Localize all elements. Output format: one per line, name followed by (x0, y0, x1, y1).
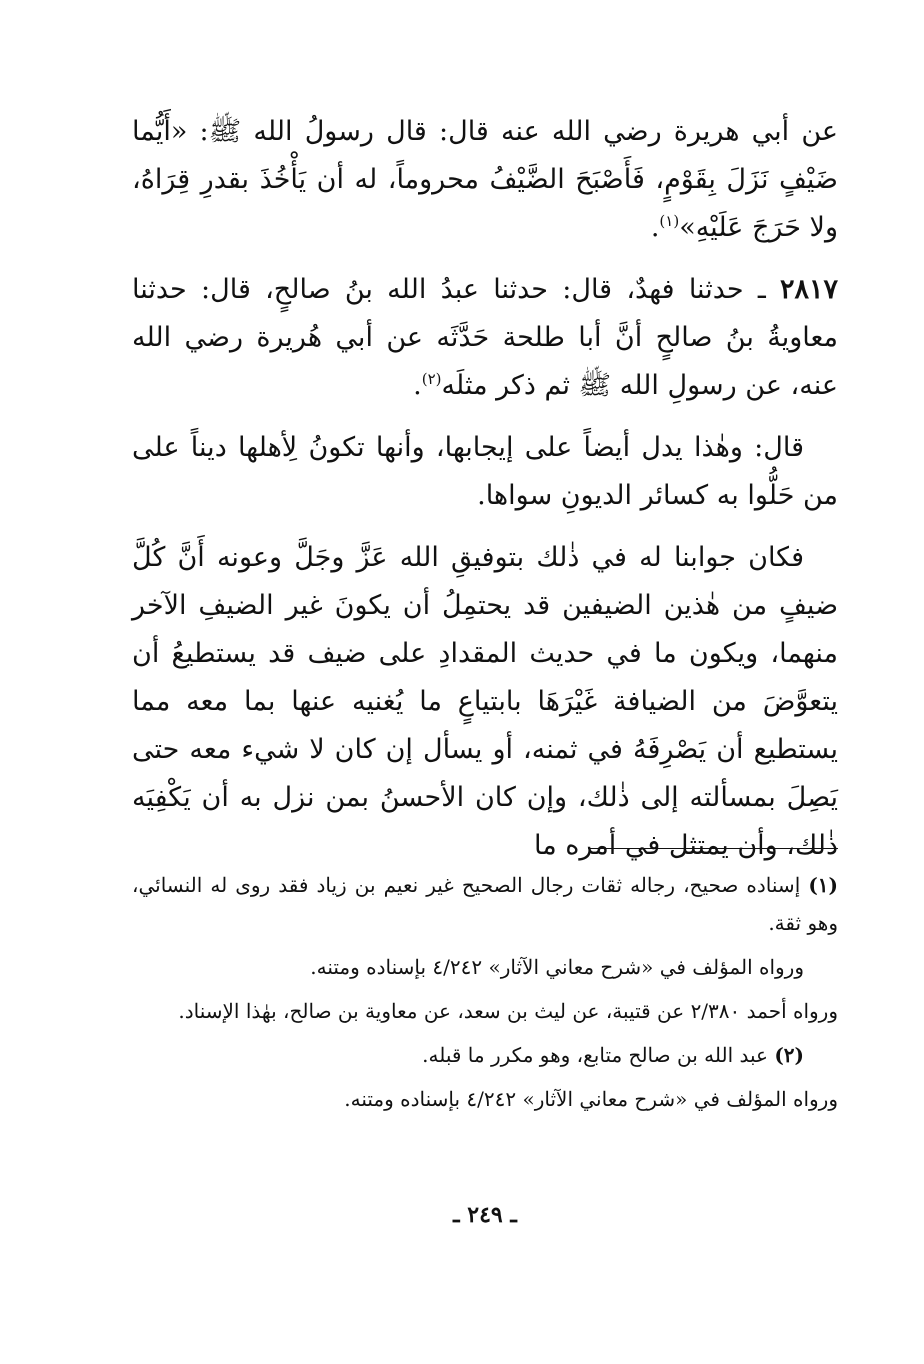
footnotes (132, 866, 838, 1124)
hadith-text: عن أبي هريرة رضي الله عنه قال: قال رسولُ الله ﷺ: «أَيُّما ضَيْفٍ نَزَلَ بِقَوْمٍ، فَأَصْبَحَ الضَّيْفُ محروماً، له أن يَأْخُذَ بقدرِ قِرَاهُ، ولا حَرَجَ عَلَيْهِ» (132, 116, 838, 243)
footnote-1-number: (١) (808, 873, 838, 897)
book-page (132, 108, 838, 1338)
footnote-ref-2[interactable]: (٢) (421, 370, 442, 388)
footnote-2-line-2: ورواه المؤلف في «شرح معاني الآثار» ٤/٢٤٢ بإسناده ومتنه. (344, 1087, 838, 1111)
footnote-divider (588, 848, 838, 849)
page-number: ـ ٢٤٩ ـ (453, 1202, 517, 1228)
footnote-1-line-3: ورواه أحمد ٢/٣٨٠ عن قتيبة، عن ليث بن سعد، عن معاوية بن صالح، بهٰذا الإسناد. (178, 999, 838, 1023)
paragraph-response: فكان جوابنا له في ذٰلك بتوفيقِ الله عَزَّ وجَلَّ وعونه أَنَّ كُلَّ ضيفٍ من هٰذين الضيفين قد يحتمِلُ أن يكونَ غير الضيفِ الآخر منهما، ويكون ما في حديث المقدادِ على ضيف قد يستطيعُ أن يتعوَّضَ من الضيافة غَيْرَهَا بابتياعٍ ما يُغنيه عنها بما معه مما يستطيع أن يَصْرِفَهُ في ثمنه، أو يسأل إن كان لا شيء معه حتى يَصِلَ بمسألته إلى ذٰلك، وإن كان الأحسنُ بمن نزل به أن يَكْفِيَه ذٰلك، وأن يمتثل في أمره ما (132, 542, 838, 861)
paragraph-hadith-text: عن أبي هريرة رضي الله عنه قال: قال رسولُ الله ﷺ: «أَيُّما ضَيْفٍ نَزَلَ بِقَوْمٍ، فَأَصْبَحَ الضَّيْفُ محروماً، له أن يَأْخُذَ بقدرِ قِرَاهُ، ولا حَرَجَ عَلَيْهِ»$^{(١)}$. (132, 116, 838, 243)
footnote-ref-1[interactable]: (١) (659, 212, 680, 230)
footnote-2: (٢) عبد الله بن صالح متابع، وهو مكرر ما قبله. (422, 1043, 804, 1067)
hadith-number: ٢٨١٧ (779, 274, 838, 305)
paragraph-objection: قال: وهٰذا يدل أيضاً على إيجابها، وأنها تكونُ لِأهلها ديناً على من حَلُّوا به كسائر الديونِ سواها. (132, 432, 838, 511)
paragraph-hadith-2817: ٢٨١٧ ـ حدثنا فهدٌ، قال: حدثنا عبدُ الله بنُ صالحٍ، قال: حدثنا معاويةُ بنُ صالحٍ أنَّ أبا طلحة حَدَّثَه عن أبي هُريرة رضي الله عنه، عن رسولِ الله ﷺ ثم ذكر مثلَه$^{(٢)}$. (132, 274, 838, 401)
footnote-1: (١) إسناده صحيح، رجاله ثقات رجال الصحيح غير نعيم بن زياد فقد روى له النسائي، وهو ثقة. (132, 873, 838, 935)
main-text (132, 108, 838, 870)
hadith-chain: ـ حدثنا فهدٌ، قال: حدثنا عبدُ الله بنُ صالحٍ، قال: حدثنا معاويةُ بنُ صالحٍ أنَّ أبا طلحة حَدَّثَه عن أبي هُريرة رضي الله عنه، عن رسولِ الله ﷺ ثم ذكر مثلَه (132, 274, 838, 401)
footnote-2-number: (٢) (774, 1043, 804, 1067)
footnote-1-line-2: ورواه المؤلف في «شرح معاني الآثار» ٤/٢٤٢ بإسناده ومتنه. (310, 955, 804, 979)
